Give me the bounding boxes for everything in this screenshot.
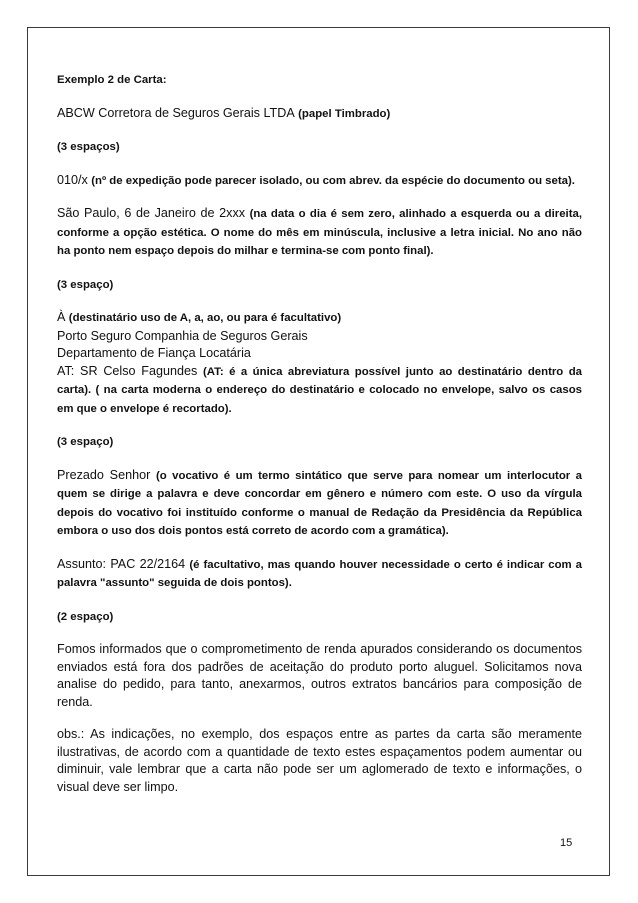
spacing-note-1 bbox=[57, 138, 582, 157]
spacing-note-4 bbox=[57, 608, 582, 627]
recipient-block bbox=[57, 309, 582, 418]
spacing-note-1-text: (3 espaços) bbox=[57, 141, 120, 153]
date-note: (na data o dia é sem zero, alinhado a esquerda ou a direita, conforme a opção estética. O nome do mês em minúscula, inclusive a letra inicial. No ano não ha ponto nem espaço depois do milhar e termina-se com ponto final). bbox=[57, 208, 583, 257]
sender-note: (papel Timbrado) bbox=[298, 107, 391, 120]
salutation-line bbox=[57, 467, 582, 541]
subject-note: (é facultativo, mas quando houver necessidade o certo é indicar com a palavra "assunto" seguida de dois pontos). bbox=[57, 558, 583, 589]
page-number: 15 bbox=[560, 837, 573, 849]
recipient-attention: AT: SR Celso Fagundes bbox=[57, 363, 198, 378]
date-line bbox=[57, 205, 582, 261]
letter-document bbox=[57, 71, 582, 796]
spacing-note-3 bbox=[57, 433, 582, 452]
observation-note: obs.: As indicações, no exemplo, dos espaços entre as partes da carta são meramente ilustrativas, de acordo com a quantidade de texto estes espaçamentos podem aumentar ou diminuir, vale lembrar que a carta não pode ser um aglomerado de texto e informações, o visual deve ser limpo. bbox=[57, 727, 582, 794]
spacing-note-2 bbox=[57, 276, 582, 295]
dispatch-note: (nº de expedição pode parecer isolado, ou com abrev. da espécie do documento ou seta). bbox=[91, 174, 575, 187]
dispatch-number: 010/x bbox=[57, 172, 88, 187]
recipient-company: Porto Seguro Companhia de Seguros Gerais bbox=[57, 328, 308, 343]
letter-body: Fomos informados que o comprometimento de renda apurados considerando os documentos enviados está fora dos padrões de aceitação do produto porto aluguel. Solicitamos nova analise do pedido, para tanto, anexarmos, outros extratos bancários para composição de renda. bbox=[57, 642, 582, 709]
sender-name: ABCW Corretora de Seguros Gerais LTDA bbox=[57, 105, 295, 120]
dispatch-line bbox=[57, 172, 582, 191]
subject-text: Assunto: PAC 22/2164 bbox=[57, 556, 186, 571]
sender-line bbox=[57, 105, 582, 124]
recipient-prefix-note: (destinatário uso de A, a, ao, ou para é facultativo) bbox=[68, 312, 342, 324]
salutation-text: Prezado Senhor bbox=[57, 467, 151, 482]
letter-heading-text: Exemplo 2 de Carta: bbox=[57, 74, 167, 86]
letter-heading bbox=[57, 71, 582, 90]
subject-line bbox=[57, 556, 582, 593]
spacing-note-2-text: (3 espaço) bbox=[57, 278, 114, 291]
recipient-department: Departamento de Fiança Locatária bbox=[57, 346, 251, 360]
recipient-prefix: À bbox=[57, 310, 66, 324]
salutation-note: (o vocativo é um termo sintático que serve para nomear um interlocutor a quem se dirige a palavra e deve concordar em gênero e número com este. O uso da vírgula depois do vocativo foi instituído conforme o manual de Redação da Presidência da República embora o uso dos dois pontos está correto de acordo com a gramática). bbox=[57, 469, 583, 537]
spacing-note-3-text: (3 espaço) bbox=[57, 436, 114, 448]
spacing-note-4-text: (2 espaço) bbox=[57, 610, 114, 623]
recipient-attention-note: (AT: é a única abreviatura possível junto ao destinatário dentro da carta). ( na carta moderna o endereço do destinatário e colocado no envelope, salvo os casos em que o envelope é recortado). bbox=[57, 365, 582, 415]
letter-date: São Paulo, 6 de Janeiro de 2xxx bbox=[57, 206, 246, 220]
